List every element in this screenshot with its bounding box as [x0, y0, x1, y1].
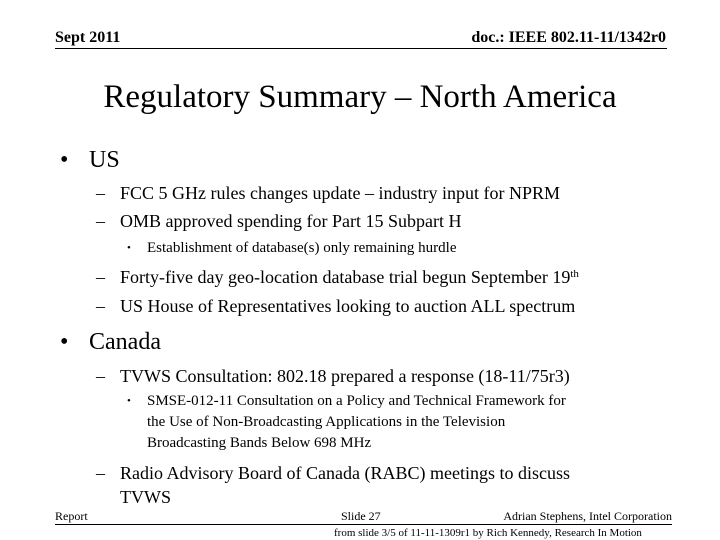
canada-item-rabc-line-1: Radio Advisory Board of Canada (RABC) meetings to discuss	[120, 463, 570, 483]
canada-subitem-smse-line-1: SMSE-012-11 Consultation on a Policy and Technical Framework for	[147, 393, 566, 409]
header-divider	[55, 48, 667, 49]
us-item-trial-line	[120, 266, 579, 288]
us-item-trial-text: Forty-five day geo-location database trial begun September 19	[120, 267, 571, 287]
dash-marker: –	[96, 296, 105, 316]
footer-author: Adrian Stephens, Intel Corporation	[503, 509, 672, 523]
footer-report: Report	[55, 509, 88, 523]
us-item-trial-sup: th	[570, 268, 579, 280]
us-subitem-database-text: Establishment of database(s) only remaining hurdle	[147, 240, 457, 256]
canada-subitem-smse-line-2: the Use of Non-Broadcasting Applications in the Television	[147, 414, 506, 430]
bullet-marker: •	[127, 242, 131, 254]
bullet-canada-label: Canada	[89, 329, 161, 355]
bullet-us-label: US	[89, 147, 120, 173]
footer-source: from slide 3/5 of 11-11-1309r1 by Rich Kennedy, Research In Motion	[334, 527, 642, 539]
canada-item-rabc-line-2: TVWS	[120, 487, 171, 507]
canada-item-consultation-text: TVWS Consultation: 802.18 prepared a response (18-11/75r3)	[120, 366, 570, 386]
bullet-marker: •	[127, 395, 131, 407]
dash-marker: –	[96, 366, 105, 386]
header-doc-id: doc.: IEEE 802.11-11/1342r0	[471, 29, 666, 46]
us-item-omb-text: OMB approved spending for Part 15 Subpart H	[120, 211, 462, 231]
dash-marker: –	[96, 211, 105, 231]
footer-divider	[55, 524, 672, 525]
us-item-house-text: US House of Representatives looking to auction ALL spectrum	[120, 296, 576, 316]
bullet-marker: •	[60, 147, 69, 173]
header-date: Sept 2011	[55, 29, 121, 46]
bullet-marker: •	[60, 329, 69, 355]
dash-marker: –	[96, 267, 105, 287]
us-item-fcc-text: FCC 5 GHz rules changes update – industry input for NPRM	[120, 183, 560, 203]
slide-title: Regulatory Summary – North America	[103, 79, 617, 115]
canada-subitem-smse-line-3: Broadcasting Bands Below 698 MHz	[147, 435, 372, 451]
dash-marker: –	[96, 183, 105, 203]
footer-slide-number: Slide 27	[341, 509, 381, 523]
dash-marker: –	[96, 463, 105, 483]
